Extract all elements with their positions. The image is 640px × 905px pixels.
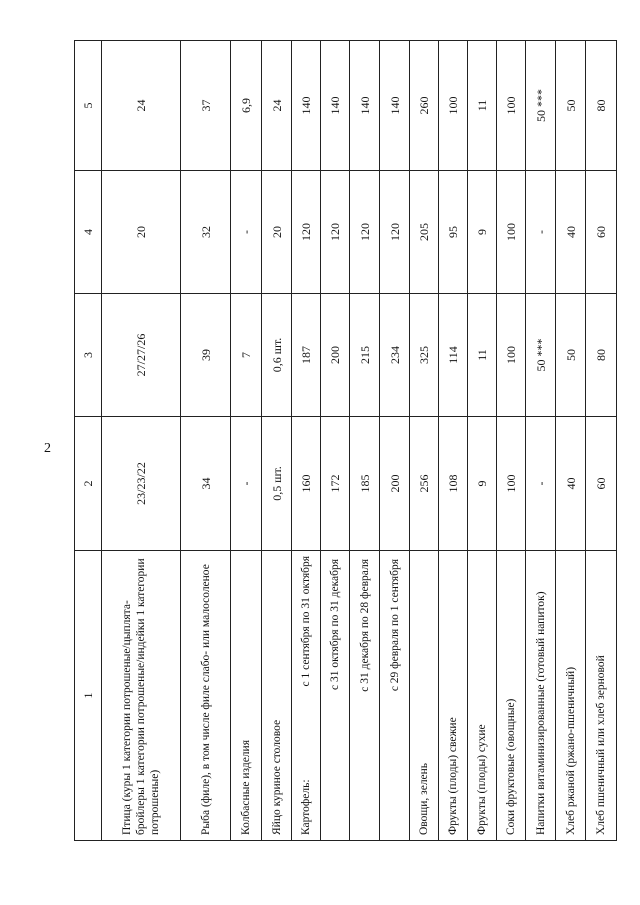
- cell-value: 120: [321, 171, 350, 294]
- cell-value: 120: [292, 171, 321, 294]
- cell-value: 120: [380, 171, 410, 294]
- row-name: Фрукты (плоды) сухие: [468, 551, 497, 841]
- cell-value: 24: [262, 41, 292, 171]
- table-row: [586, 41, 617, 841]
- row-name: Птица (куры 1 категории потрошеные/цыплята-бройлеры 1 категории потрошеные/индейки 1 категории потрошеные): [102, 551, 181, 841]
- cell-value: 100: [439, 41, 468, 171]
- cell-value: 23/23/22: [102, 417, 181, 551]
- cell-value: -: [526, 417, 556, 551]
- cell-value: 34: [181, 417, 231, 551]
- cell-value: 40: [556, 417, 586, 551]
- column-header: 2: [75, 417, 102, 551]
- potato-label: Картофель:: [300, 779, 312, 835]
- row-name: Фрукты (плоды) свежие: [439, 551, 468, 841]
- table-row: [231, 41, 262, 841]
- row-name: Соки фруктовые (овощные): [497, 551, 526, 841]
- column-header: 5: [75, 41, 102, 171]
- cell-value: 172: [321, 417, 350, 551]
- cell-value: 20: [102, 171, 181, 294]
- table-row: [526, 41, 556, 841]
- cell-value: 32: [181, 171, 231, 294]
- cell-value: 50: [556, 41, 586, 171]
- cell-value: 100: [497, 417, 526, 551]
- potato-period: с 31 октября по 31 декабря: [321, 551, 350, 841]
- table-row: [350, 41, 380, 841]
- cell-value: 27/27/26: [102, 294, 181, 417]
- cell-value: 185: [350, 417, 380, 551]
- cell-value: 40: [556, 171, 586, 294]
- cell-value: 234: [380, 294, 410, 417]
- cell-value: 325: [410, 294, 439, 417]
- row-name: Хлеб пшеничный или хлеб зерновой: [586, 551, 617, 841]
- cell-value: 108: [439, 417, 468, 551]
- cell-value: 50 ***: [526, 294, 556, 417]
- table-row: [380, 41, 410, 841]
- cell-value: -: [231, 171, 262, 294]
- cell-value: -: [526, 171, 556, 294]
- cell-value: 95: [439, 171, 468, 294]
- table-row: [410, 41, 439, 841]
- cell-value: 140: [292, 41, 321, 171]
- cell-value: 50 ***: [526, 41, 556, 171]
- cell-value: 20: [262, 171, 292, 294]
- cell-value: 160: [292, 417, 321, 551]
- rotated-table-container: [74, 41, 607, 841]
- cell-value: 260: [410, 41, 439, 171]
- cell-value: 215: [350, 294, 380, 417]
- row-name: Хлеб ржаной (ржано-пшеничный): [556, 551, 586, 841]
- cell-value: 114: [439, 294, 468, 417]
- cell-value: 7: [231, 294, 262, 417]
- cell-value: 120: [350, 171, 380, 294]
- potato-period: с 29 февраля по 1 сентября: [380, 551, 410, 841]
- cell-value: 11: [468, 41, 497, 171]
- row-name: Овощи, зелень: [410, 551, 439, 841]
- potato-row-name: [292, 551, 321, 841]
- table-row: [439, 41, 468, 841]
- cell-value: 205: [410, 171, 439, 294]
- cell-value: 140: [380, 41, 410, 171]
- table-row: [102, 41, 181, 841]
- row-name: Напитки витаминизированные (готовый напиток): [526, 551, 556, 841]
- cell-value: 11: [468, 294, 497, 417]
- table-row: [468, 41, 497, 841]
- row-name: Рыба (филе), в том числе филе слабо- или малосоленое: [181, 551, 231, 841]
- cell-value: 0,6 шт.: [262, 294, 292, 417]
- cell-value: 24: [102, 41, 181, 171]
- table-row: [262, 41, 292, 841]
- cell-value: 140: [350, 41, 380, 171]
- cell-value: 37: [181, 41, 231, 171]
- table-row: [321, 41, 350, 841]
- cell-value: 50: [556, 294, 586, 417]
- cell-value: 60: [586, 417, 617, 551]
- table-row: [556, 41, 586, 841]
- cell-value: 39: [181, 294, 231, 417]
- cell-value: 140: [321, 41, 350, 171]
- cell-value: 9: [468, 171, 497, 294]
- cell-value: 187: [292, 294, 321, 417]
- cell-value: 60: [586, 171, 617, 294]
- food-norms-table: [74, 40, 617, 841]
- cell-value: 200: [380, 417, 410, 551]
- cell-value: 9: [468, 417, 497, 551]
- cell-value: 200: [321, 294, 350, 417]
- cell-value: 0,5 шт.: [262, 417, 292, 551]
- table-row: [181, 41, 231, 841]
- cell-value: 100: [497, 171, 526, 294]
- row-name: Колбасные изделия: [231, 551, 262, 841]
- column-header: 1: [75, 551, 102, 841]
- column-header: 3: [75, 294, 102, 417]
- row-name: Яйцо куриное столовое: [262, 551, 292, 841]
- cell-value: 100: [497, 41, 526, 171]
- cell-value: 80: [586, 41, 617, 171]
- cell-value: 100: [497, 294, 526, 417]
- column-header: 4: [75, 171, 102, 294]
- cell-value: 256: [410, 417, 439, 551]
- table-header-row: [75, 41, 102, 841]
- page-number: 2: [44, 441, 51, 456]
- cell-value: -: [231, 417, 262, 551]
- table-row: [292, 41, 321, 841]
- potato-period: с 1 сентября по 31 октября: [300, 556, 312, 687]
- cell-value: 80: [586, 294, 617, 417]
- cell-value: 6,9: [231, 41, 262, 171]
- table-row: [497, 41, 526, 841]
- potato-period: с 31 декабря по 28 февраля: [350, 551, 380, 841]
